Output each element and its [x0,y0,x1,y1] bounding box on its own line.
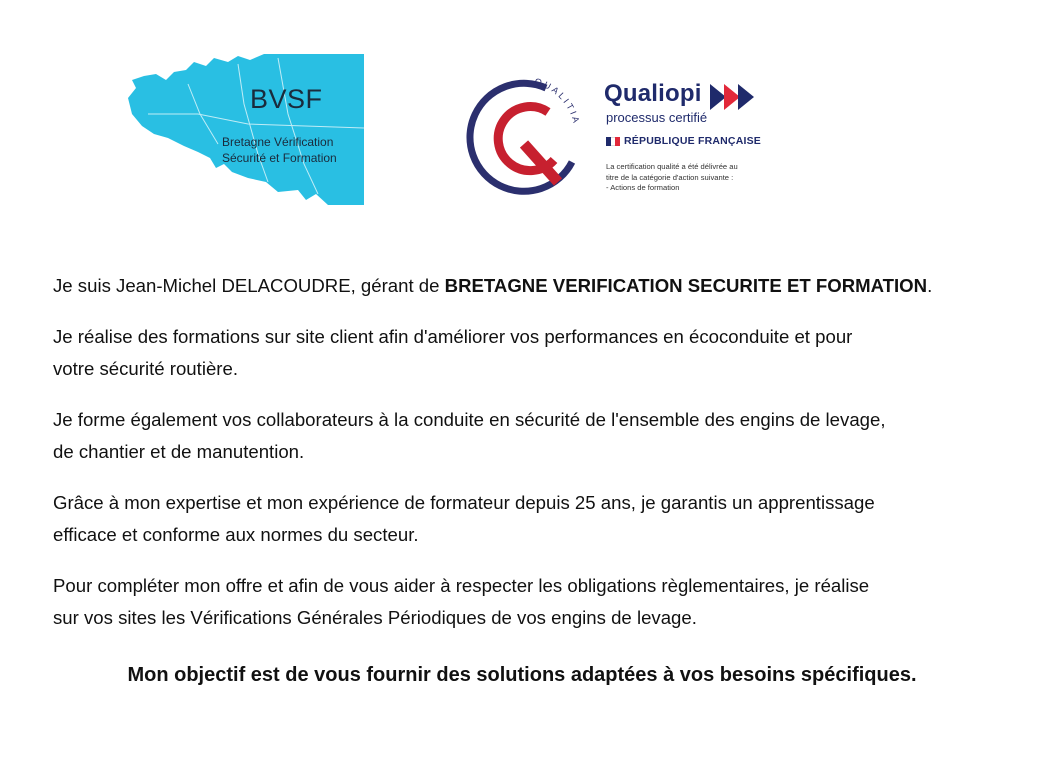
certification-note-line1: La certification qualité a été délivrée au [606,162,738,171]
qualitia-q-icon [462,74,588,196]
p3-line1: Je forme également vos collaborateurs à la conduite en sécurité de l'ensemble des engins de levage, [53,409,886,430]
qualiopi-arrows-icon [710,84,758,110]
certification-note [606,162,738,194]
p5-line2: sur vos sites les Vérifications Générales Périodiques de vos engins de levage. [53,607,697,628]
p2-line2: votre sécurité routière. [53,358,238,379]
intro-end: . [927,275,933,296]
republique-francaise-label [606,134,761,148]
qualitia-logo [462,74,588,196]
bvsf-title: BVSF [250,84,323,114]
bvsf-subtitle-line2: Sécurité et Formation [222,151,337,165]
bvsf-subtitle-line1: Bretagne Vérification [222,135,334,149]
bvsf-logo [128,54,364,205]
republique-francaise-text: RÉPUBLIQUE FRANÇAISE [624,135,762,147]
paragraph-expertise [53,487,1003,551]
certification-note-line3: - Actions de formation [606,183,680,192]
p5-line1: Pour compléter mon offre et afin de vous aider à respecter les obligations règlementaires, je réalise [53,575,870,596]
qualitia-ring-text: QUALITIA [533,76,582,127]
paragraph-ecoconduite [53,321,1003,385]
bvsf-subtitle [222,134,337,166]
svg-text:QUALITIA [533,76,582,126]
closing-statement: Mon objectif est de vous fournir des solutions adaptées à vos besoins spécifiques. [127,664,917,686]
qualiopi-logo [600,80,770,205]
body-text [53,270,1003,653]
p4-line1: Grâce à mon expertise et mon expérience de formateur depuis 25 ans, je garantis un apprentissage [53,492,875,513]
qualiopi-tagline: processus certifié [606,110,708,125]
p4-line2: efficace et conforme aux normes du secteur. [53,524,419,545]
company-name: BRETAGNE VERIFICATION SECURITE ET FORMATION [444,275,928,296]
brittany-map-icon [128,54,364,205]
intro-text: Je suis Jean-Michel DELACOUDRE, gérant de [53,275,445,296]
french-flag-icon [606,137,620,146]
paragraph-engins [53,404,1003,468]
qualiopi-title: Qualiopi [604,80,702,107]
paragraph-verifications [53,570,1003,634]
p3-line2: de chantier et de manutention. [53,441,305,462]
certification-note-line2: titre de la catégorie d'action suivante : [606,172,734,182]
p2-line1: Je réalise des formations sur site client afin d'améliorer vos performances en écoconduite et pour [53,326,853,347]
paragraph-introduction [53,270,1003,302]
